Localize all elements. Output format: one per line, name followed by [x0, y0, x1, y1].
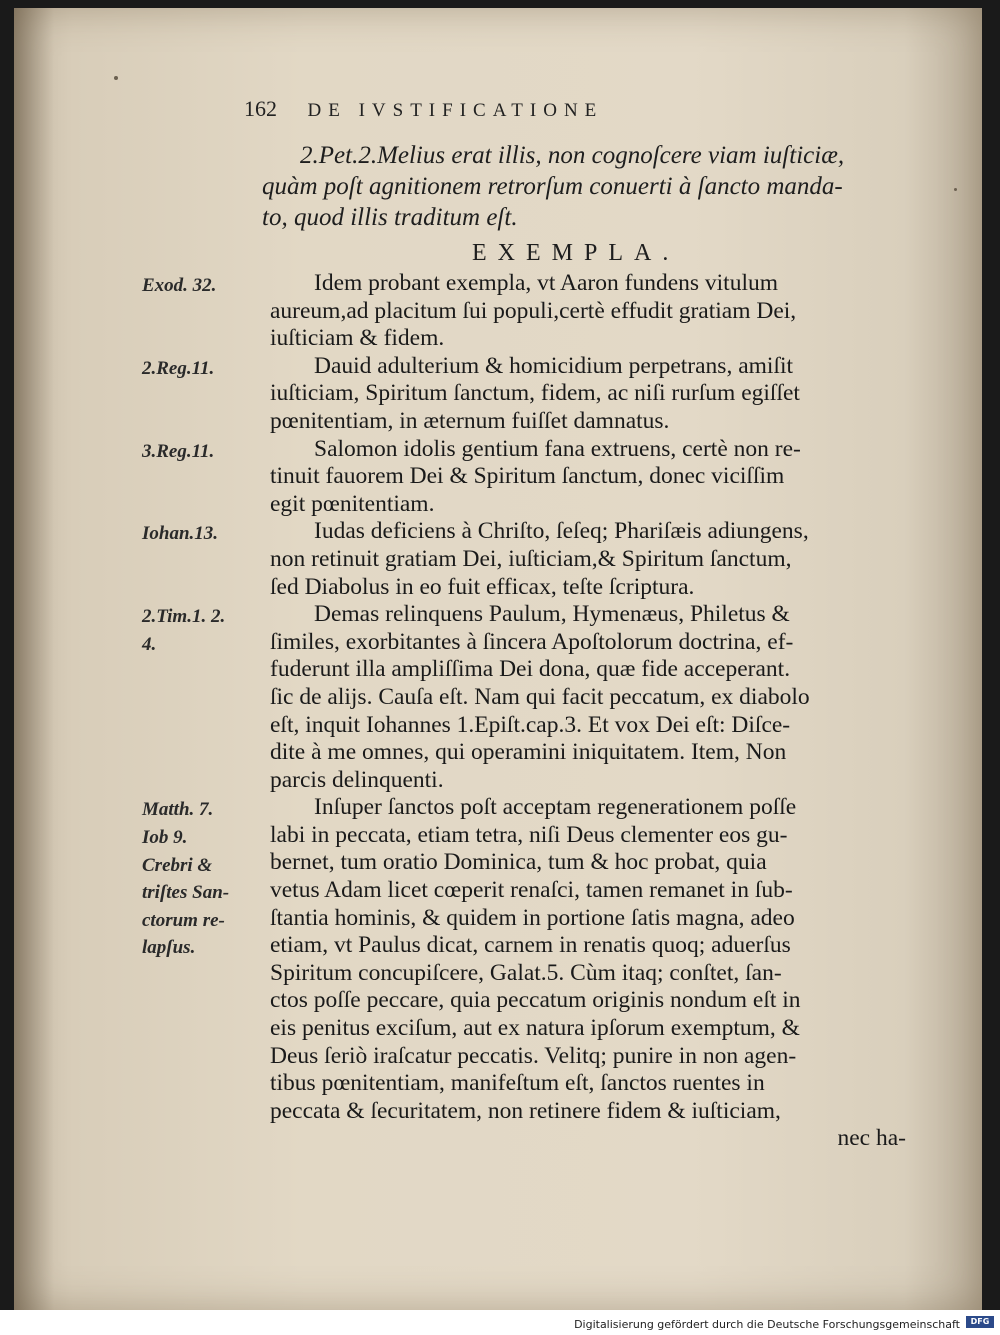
text-line: ſtantia hominis, & quidem in portione ſatis magna, adeo [270, 904, 795, 931]
text-line: eis penitus exciſum, aut ex natura ipſorum exemptum, & [270, 1015, 800, 1042]
margin-note: Iob 9. [142, 827, 188, 848]
margin-note: 4. [142, 633, 157, 655]
text-line: iuſticiam & fidem. [270, 325, 445, 352]
margin-note: 2.Tim.1. 2. [142, 606, 226, 628]
text-line: ſic de alijs. Cauſa eſt. Nam qui facit peccatum, ex diabolo [270, 683, 810, 710]
text-line: ſimiles, exorbitantes à ſincera Apoſtolorum doctrina, ef- [270, 628, 794, 655]
margin-note: lapſus. [142, 937, 196, 959]
text-line: fuderunt illa ampliſſima Dei dona, quæ fide acceperant. [270, 656, 791, 683]
text-line: Spiritum concupiſcere, Galat.5. Cùm itaq; conſtet, ſan- [270, 959, 782, 986]
margin-note: Iohan.13. [142, 523, 219, 545]
page-number: 162 [244, 96, 277, 121]
margin-note: Matth. 7. [142, 799, 214, 821]
text-line: Iudas deficiens à Chriſto, ſeſeq; Phariſæis adiungens, [314, 518, 809, 545]
text-line: aureum,ad placitum ſui populi,certè effudit gratiam Dei, [270, 297, 797, 324]
text-line: Dauid adulterium & homicidium perpetrans, amiſit [314, 352, 794, 379]
spine-shadow [14, 8, 54, 1310]
text-line: egit pœnitentiam. [270, 490, 435, 517]
text-line: Inſuper ſanctos poſt acceptam regenerationem poſſe [314, 794, 797, 821]
margin-note: 3.Reg.11. [142, 440, 215, 462]
text-line: Deus ſeriò iraſcatur peccatis. Velitq; punire in non agen- [270, 1042, 797, 1069]
paper-speck [114, 76, 118, 80]
paragraph [270, 353, 906, 436]
dfg-logo: DFG [966, 1316, 994, 1328]
text-line: eſt, inquit Iohannes 1.Epiſt.cap.3. Et vox Dei eſt: Diſce- [270, 711, 791, 738]
text-line: Idem probant exempla, vt Aaron fundens vitulum [314, 270, 779, 296]
margin-note: triſtes San- [142, 882, 230, 904]
footer-credit: Digitalisierung gefördert durch die Deutsche Forschungsgemeinschaft [574, 1318, 960, 1331]
text-line: bernet, tum oratio Dominica, tum & hoc probat, quia [270, 849, 767, 876]
text-line: etiam, vt Paulus dicat, carnem in renatis quoq; aduerſus [270, 932, 791, 959]
catchword: nec ha- [837, 1125, 906, 1152]
text-line: iuſticiam, Spiritum ſanctum, fidem, ac niſi rurſum egiſſet [270, 380, 800, 407]
text-line: peccata & ſecuritatem, non retinere fidem & iuſticiam, [270, 1097, 781, 1124]
paragraph [270, 794, 906, 1125]
text-line: labi in peccata, etiam tetra, niſi Deus clementer eos gu- [270, 821, 788, 848]
text-line: vetus Adam licet cœperit renaſci, tamen remanet in ſub- [270, 877, 793, 904]
paragraph [270, 601, 906, 794]
text-line: parcis delinquenti. [270, 766, 444, 793]
paper-speck [954, 188, 957, 191]
text-line: ſed Diabolus in eo fuit efficax, teſte ſcriptura. [270, 573, 695, 600]
footer-bar [0, 1310, 1000, 1335]
margin-note: 2.Reg.11. [142, 357, 215, 379]
text-line: dite à me omnes, qui operamini iniquitatem. Item, Non [270, 739, 787, 766]
paragraph [270, 518, 906, 601]
quote-line: quàm poſt agnitionem retrorſum conuerti à ſancto manda- [262, 173, 843, 200]
text-line: tinuit fauorem Dei & Spiritum ſanctum, donec viciſſim [270, 463, 785, 490]
margin-note: ctorum re- [142, 909, 225, 931]
paragraph [270, 436, 906, 519]
margin-note: Exod. 32. [142, 275, 217, 296]
body-text [270, 270, 906, 1153]
text-line: tibus pœnitentiam, manifeſtum eſt, ſanctos ruentes in [270, 1070, 765, 1097]
text-line: Demas relinquens Paulum, Hymenæus, Philetus & [314, 601, 790, 628]
text-line: ctos poſſe peccare, quia peccatum originis nondum eſt in [270, 987, 801, 1014]
scripture-quote [262, 140, 902, 233]
margin-note: Crebri & [142, 854, 213, 876]
running-head [244, 96, 603, 122]
text-line: Salomon idolis gentium fana extruens, certè non re- [314, 435, 801, 462]
text-line: pœnitentiam, in æternum fuiſſet damnatus. [270, 407, 670, 434]
section-heading: EXEMPLA. [472, 240, 680, 266]
quote-line: 2.Pet.2.Melius erat illis, non cognoſcere viam iuſticiæ, [300, 142, 845, 169]
running-title: DE IVSTIFICATIONE [307, 100, 604, 121]
text-line: non retinuit gratiam Dei, iuſticiam,& Spiritum ſanctum, [270, 545, 792, 572]
quote-line: to, quod illis traditum eſt. [262, 204, 518, 231]
paragraph [270, 270, 906, 353]
